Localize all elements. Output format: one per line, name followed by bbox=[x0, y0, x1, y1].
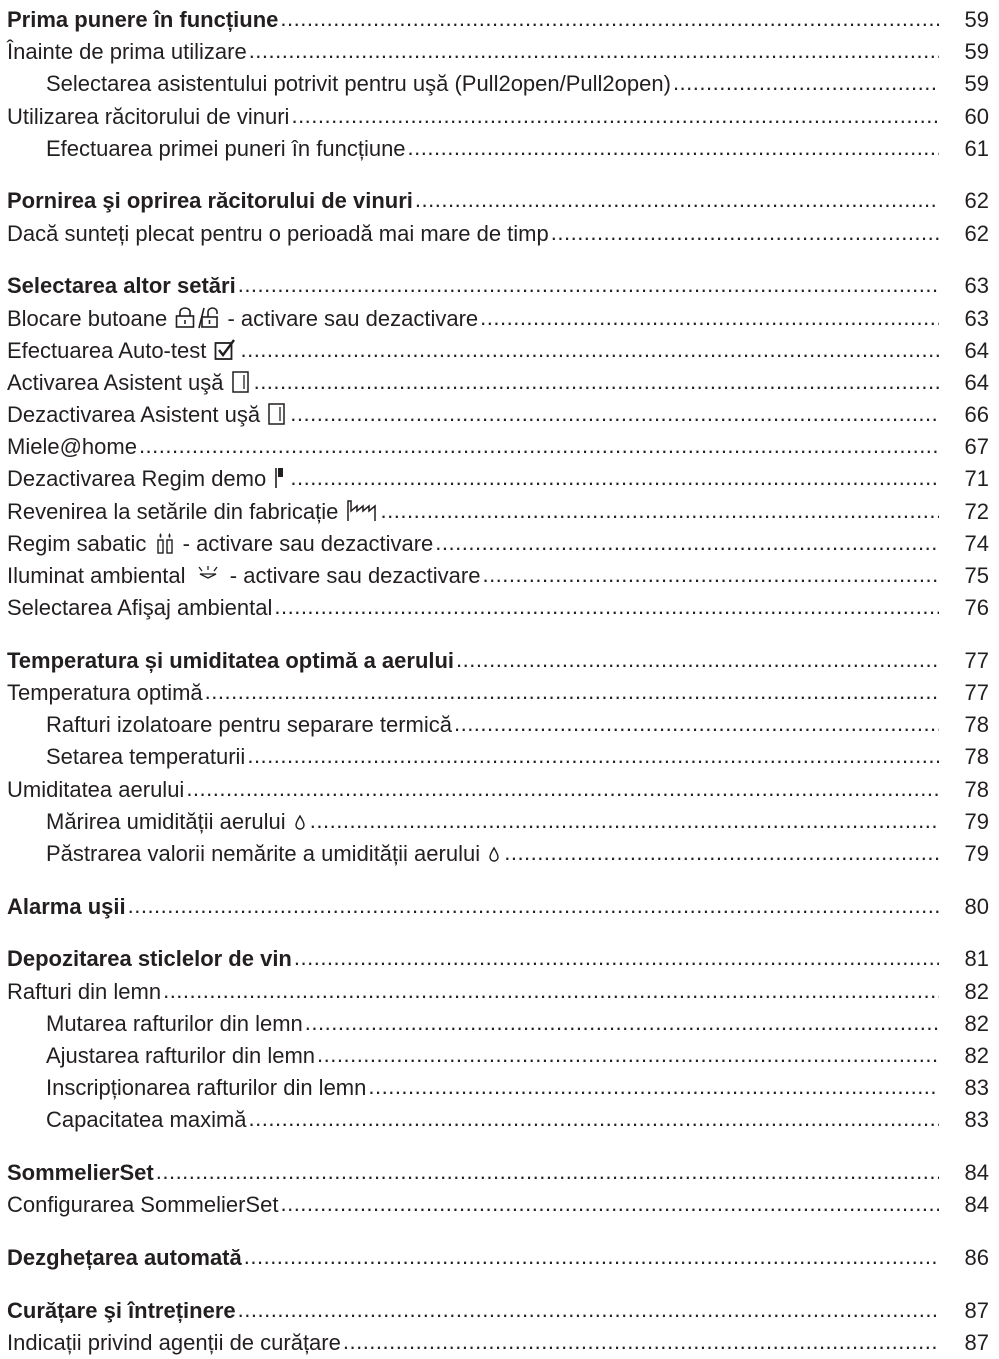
dot-leader bbox=[480, 302, 939, 334]
page-number: 82 bbox=[964, 1042, 989, 1068]
dot-leader bbox=[294, 942, 939, 974]
toc-entry-title: Mărirea umidității aerului bbox=[46, 806, 308, 841]
toc-entry-title: Dezactivarea Regim demo bbox=[7, 463, 288, 498]
dot-leader bbox=[128, 890, 939, 922]
dot-leader bbox=[504, 837, 939, 869]
dot-leader bbox=[249, 1103, 939, 1135]
toc-entry-title: Configurarea SommelierSet bbox=[7, 1192, 279, 1218]
dot-leader bbox=[435, 527, 939, 559]
lock-unlock-icon bbox=[175, 306, 219, 338]
toc-entry-title: Selectarea altor setări bbox=[7, 273, 236, 299]
page-number: 66 bbox=[964, 402, 989, 428]
toc-chapter[interactable] bbox=[0, 185, 999, 217]
dot-leader bbox=[290, 462, 939, 494]
toc-entry-title: Capacitatea maximă bbox=[46, 1107, 247, 1133]
toc-entry-title: Prima punere în funcțiune bbox=[7, 7, 279, 32]
page-number: 75 bbox=[964, 563, 989, 588]
page-number: 63 bbox=[964, 305, 989, 331]
toc-entry-title: Iluminat ambiental - activare sau dezactivare bbox=[7, 560, 480, 595]
toc-entry-title: Regim sabatic - activare sau dezactivare bbox=[7, 528, 433, 563]
page-number: 82 bbox=[964, 1010, 989, 1036]
dot-leader bbox=[247, 740, 939, 772]
toc-entry-title: Depozitarea sticlelor de vin bbox=[7, 946, 292, 972]
dot-leader bbox=[551, 217, 939, 249]
toc-subsection[interactable] bbox=[0, 1040, 999, 1072]
toc-entry-title: Setarea temperaturii bbox=[46, 744, 246, 770]
door-icon bbox=[232, 370, 250, 402]
page-number: 84 bbox=[964, 1160, 989, 1185]
page-number: 87 bbox=[964, 1329, 989, 1355]
toc-entry-title: Înainte de prima utilizare bbox=[7, 39, 247, 65]
toc-section[interactable] bbox=[0, 335, 999, 367]
dot-leader bbox=[291, 100, 939, 132]
toc-entry-title: Efectuarea primei puneri în funcțiune bbox=[46, 135, 406, 161]
page-number: 82 bbox=[964, 978, 989, 1004]
toc-entry-title: Utilizarea răcitorului de vinuri bbox=[7, 103, 290, 129]
dot-leader bbox=[305, 1007, 939, 1039]
toc-subsection[interactable] bbox=[0, 68, 999, 100]
page-number: 80 bbox=[964, 893, 989, 919]
toc-entry-title: Mutarea rafturilor din lemn bbox=[46, 1010, 303, 1036]
page-number: 59 bbox=[964, 39, 989, 65]
page-number: 64 bbox=[964, 337, 989, 363]
dot-leader bbox=[415, 184, 939, 216]
dot-leader bbox=[482, 559, 939, 591]
page-number: 62 bbox=[964, 220, 989, 246]
toc-entry-title: Blocare butoane - activare sau dezactivare bbox=[7, 303, 478, 338]
toc-section[interactable] bbox=[0, 774, 999, 806]
toc-entry-title: SommelierSet bbox=[7, 1160, 154, 1185]
toc-chapter[interactable] bbox=[0, 270, 999, 302]
toc-entry-title: Ajustarea rafturilor din lemn bbox=[46, 1042, 316, 1068]
page-number: 71 bbox=[964, 466, 989, 492]
dot-leader bbox=[238, 269, 939, 301]
dot-leader bbox=[454, 708, 939, 740]
toc-section[interactable] bbox=[0, 367, 999, 399]
demo-mode-icon bbox=[274, 466, 286, 498]
toc-section[interactable] bbox=[0, 101, 999, 133]
toc-subsection[interactable] bbox=[0, 838, 999, 870]
toc-section[interactable] bbox=[0, 399, 999, 431]
toc-subsection[interactable] bbox=[0, 709, 999, 741]
page-number: 79 bbox=[964, 841, 989, 866]
page-number: 67 bbox=[964, 434, 989, 460]
toc-section[interactable] bbox=[0, 677, 999, 709]
page-number: 77 bbox=[964, 680, 989, 706]
page-number: 78 bbox=[964, 712, 989, 738]
toc-section[interactable] bbox=[0, 528, 999, 560]
page-number: 62 bbox=[964, 188, 989, 214]
dot-leader bbox=[343, 1326, 939, 1358]
toc-entry-title: Revenirea la setările din fabricație bbox=[7, 496, 379, 531]
toc-entry-title: Activarea Asistent uşă bbox=[7, 367, 252, 402]
toc-chapter[interactable] bbox=[0, 645, 999, 677]
toc-chapter[interactable] bbox=[0, 1295, 999, 1327]
toc-entry-title: Temperatura optimă bbox=[7, 680, 203, 706]
drop-icon bbox=[294, 809, 306, 841]
toc-entry-title: Umiditatea aerului bbox=[7, 776, 185, 802]
toc-section[interactable] bbox=[0, 218, 999, 250]
dot-leader bbox=[249, 35, 939, 67]
toc-section[interactable] bbox=[0, 431, 999, 463]
toc-chapter[interactable] bbox=[0, 891, 999, 923]
page-number: 74 bbox=[964, 530, 989, 556]
dot-leader bbox=[139, 430, 939, 462]
toc-subsection[interactable] bbox=[0, 741, 999, 773]
dot-leader bbox=[280, 3, 939, 35]
dot-leader bbox=[456, 644, 939, 676]
dot-leader bbox=[280, 1188, 939, 1220]
toc-entry-title: Miele@home bbox=[7, 434, 137, 460]
toc-entry-title: Efectuarea Auto-test bbox=[7, 335, 238, 370]
ambient-light-icon bbox=[194, 563, 222, 595]
dot-leader bbox=[240, 334, 939, 366]
toc-entry-title: Dacă sunteți plecat pentru o perioadă mai mare de timp bbox=[7, 220, 549, 246]
toc-chapter[interactable] bbox=[0, 4, 999, 36]
toc-entry-title: Temperatura și umiditatea optimă a aerului bbox=[7, 647, 455, 673]
factory-icon bbox=[347, 499, 377, 531]
dot-leader bbox=[310, 805, 939, 837]
toc-section[interactable] bbox=[0, 463, 999, 495]
dot-leader bbox=[163, 975, 939, 1007]
page-number: 87 bbox=[964, 1297, 989, 1323]
toc-entry-title: Indicații privind agenții de curățare bbox=[7, 1329, 341, 1355]
toc-entry-title: Curățare şi întreținere bbox=[7, 1297, 236, 1323]
toc-entry-title: Inscripționarea rafturilor din lemn bbox=[46, 1075, 367, 1101]
page-number: 84 bbox=[964, 1192, 989, 1218]
checkbox-icon bbox=[214, 338, 236, 370]
toc-chapter[interactable] bbox=[0, 1157, 999, 1189]
page-number: 77 bbox=[964, 647, 989, 673]
dot-leader bbox=[205, 676, 939, 708]
toc-subsection[interactable] bbox=[0, 1072, 999, 1104]
toc-subsection[interactable] bbox=[0, 1008, 999, 1040]
drop-icon bbox=[488, 841, 500, 873]
dot-leader bbox=[274, 591, 939, 623]
dot-leader bbox=[381, 495, 939, 527]
page-number: 86 bbox=[964, 1244, 989, 1270]
dot-leader bbox=[317, 1039, 939, 1071]
dot-leader bbox=[290, 398, 939, 430]
dot-leader bbox=[368, 1071, 939, 1103]
page-number: 76 bbox=[964, 595, 989, 621]
toc-entry-title: Dezghețarea automată bbox=[7, 1244, 242, 1270]
sabbath-icon bbox=[155, 531, 175, 563]
page-number: 59 bbox=[964, 71, 989, 97]
toc-section[interactable] bbox=[0, 303, 999, 335]
page-number: 83 bbox=[964, 1107, 989, 1133]
toc-entry-title: Alarma uşii bbox=[7, 893, 126, 919]
toc-section[interactable] bbox=[0, 36, 999, 68]
toc-entry-title: Selectarea asistentului potrivit pentru uşă (Pull2open/Pull2open) bbox=[46, 71, 671, 97]
dot-leader bbox=[156, 1156, 939, 1188]
page-number: 78 bbox=[964, 744, 989, 770]
page-number: 59 bbox=[964, 7, 989, 32]
page-number: 78 bbox=[964, 776, 989, 802]
toc-chapter[interactable] bbox=[0, 1242, 999, 1274]
toc-section[interactable] bbox=[0, 560, 999, 592]
dot-leader bbox=[238, 1294, 939, 1326]
toc-entry-title: Păstrarea valorii nemărite a umidității aerului bbox=[46, 838, 502, 873]
toc-subsection[interactable] bbox=[0, 1104, 999, 1136]
toc-entry-title: Rafturi izolatoare pentru separare termică bbox=[46, 712, 452, 738]
toc-subsection[interactable] bbox=[0, 133, 999, 165]
toc-section[interactable] bbox=[0, 1189, 999, 1221]
toc-chapter[interactable] bbox=[0, 943, 999, 975]
toc-section[interactable] bbox=[0, 496, 999, 528]
page-number: 64 bbox=[964, 369, 989, 395]
toc-entry-title: Rafturi din lemn bbox=[7, 978, 162, 1004]
page-number: 83 bbox=[964, 1075, 989, 1101]
toc-entry-title: Pornirea şi oprirea răcitorului de vinuri bbox=[7, 188, 413, 214]
dot-leader bbox=[673, 67, 939, 99]
toc-section[interactable] bbox=[0, 592, 999, 624]
page-number: 63 bbox=[964, 273, 989, 299]
page-number: 79 bbox=[964, 808, 989, 834]
dot-leader bbox=[186, 773, 939, 805]
page-number: 81 bbox=[964, 946, 989, 972]
dot-leader bbox=[254, 366, 939, 398]
page-number: 60 bbox=[964, 103, 989, 129]
toc-entry-title: Dezactivarea Asistent uşă bbox=[7, 399, 288, 434]
toc-entry-title: Selectarea Afişaj ambiental bbox=[7, 595, 273, 621]
page-number: 61 bbox=[964, 135, 989, 161]
dot-leader bbox=[244, 1241, 939, 1273]
toc-section[interactable] bbox=[0, 976, 999, 1008]
dot-leader bbox=[408, 132, 939, 164]
toc-subsection[interactable] bbox=[0, 806, 999, 838]
page-number: 72 bbox=[964, 498, 989, 524]
